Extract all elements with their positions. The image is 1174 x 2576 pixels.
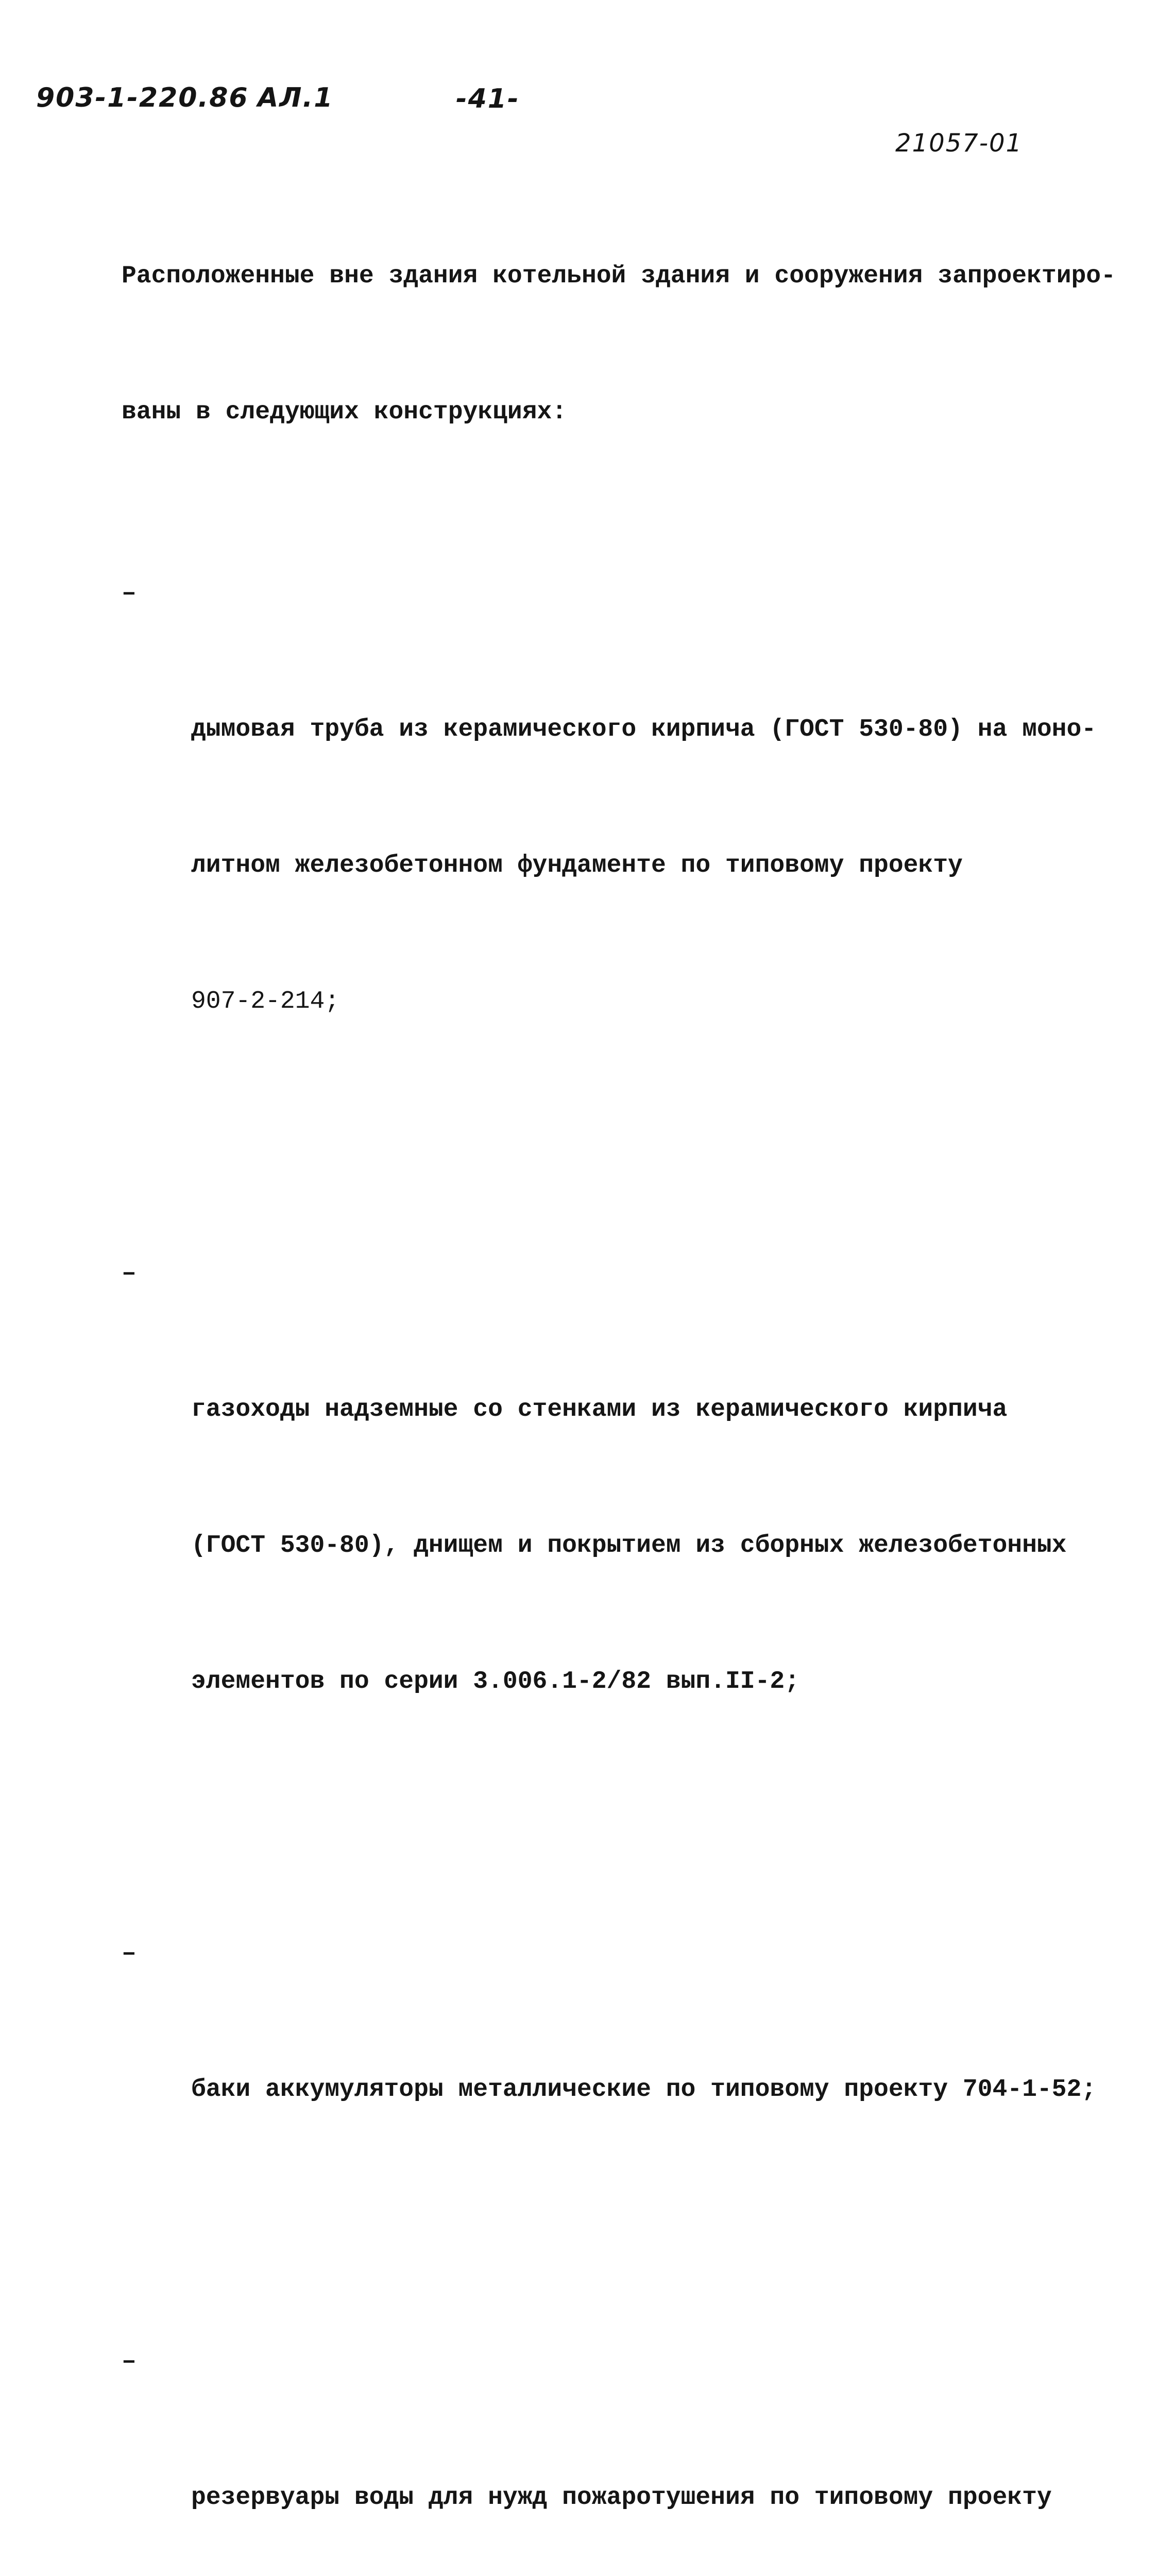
list-item-line: газоходы надземные со стенками из керамического кирпича [191, 1396, 1008, 1423]
list-dash: – [122, 2348, 137, 2376]
list-item-chimney [122, 571, 1142, 1115]
list-dash: – [122, 1260, 137, 1287]
list-item-line: литном железобетонном фундаменте по типовому проекту [191, 852, 963, 879]
list-item-tanks [122, 1931, 1142, 2203]
list-item-reservoirs [122, 2339, 1142, 2576]
list-item-line: (ГОСТ 530-80), днищем и покрытием из сборных железобетонных [191, 1532, 1067, 1560]
document-body [122, 163, 1142, 2576]
page-number: -41- [456, 83, 520, 114]
intro-line-2: ваны в следующих конструкциях: [122, 398, 567, 426]
list-item-flues [122, 1251, 1142, 1795]
list-dash: – [122, 1940, 137, 1968]
list-item-line: элементов по серии 3.006.1-2/82 вып.II-2; [191, 1668, 799, 1696]
list-item-line: 907-2-214; [191, 988, 340, 1015]
list-dash: – [122, 580, 137, 607]
list-item-line: дымовая труба из керамического кирпича (ГОСТ 530-80) на моно- [191, 716, 1097, 743]
sheet-mark: АЛ.1 [258, 82, 334, 113]
inventory-number: 21057-01 [895, 129, 1023, 158]
document-code: 903-1-220.86 [36, 82, 249, 113]
list-item-line: баки аккумуляторы металлические по типовому проекту 704-1-52; [191, 2076, 1097, 2104]
intro-line-1: Расположенные вне здания котельной здания и сооружения запроектиро- [122, 262, 1116, 290]
list-item-line: резервуары воды для нужд пожаротушения по типовому проекту [191, 2484, 1052, 2512]
